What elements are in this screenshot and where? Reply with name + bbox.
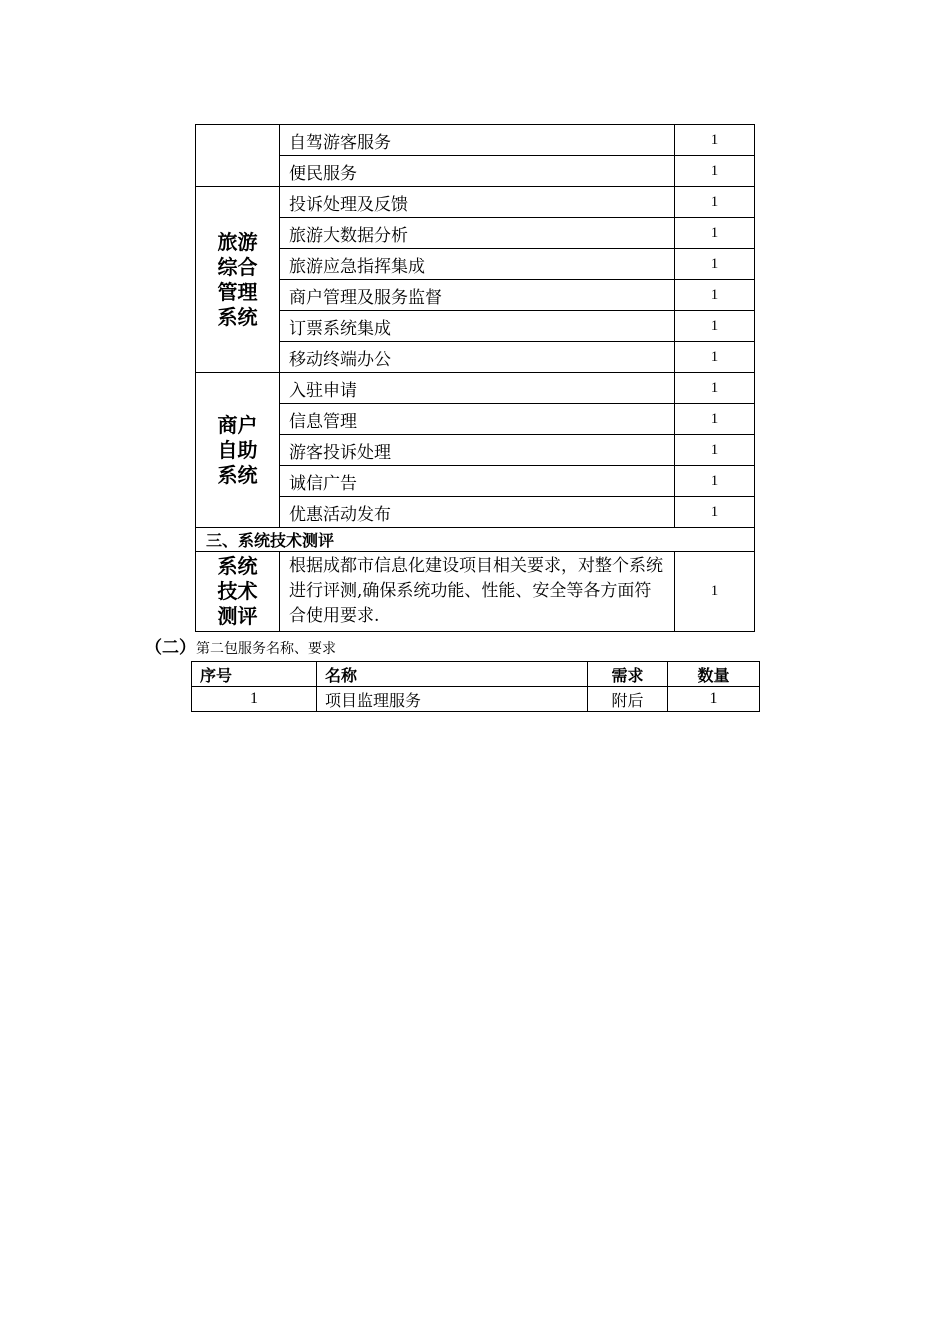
item-name: 游客投诉处理: [280, 435, 675, 466]
item-qty: 1: [675, 373, 755, 404]
table-row: [196, 249, 755, 280]
table-row: [196, 187, 755, 218]
column-header-requirement: 需求: [588, 662, 668, 687]
item-name: 入驻申请: [280, 373, 675, 404]
group-label-system-evaluation: 系统 技术 测评: [196, 552, 280, 632]
table-row: [192, 687, 760, 712]
item-qty: 1: [675, 249, 755, 280]
table-row: [196, 497, 755, 528]
item-qty: 1: [675, 125, 755, 156]
table-header-row: [192, 662, 760, 687]
item-qty: 1: [675, 497, 755, 528]
item-qty: 1: [675, 311, 755, 342]
item-name: 诚信广告: [280, 466, 675, 497]
heading-number: （二）: [145, 638, 196, 658]
item-name: 优惠活动发布: [280, 497, 675, 528]
evaluation-description: 根据成都市信息化建设项目相关要求，对整个系统进行评测,确保系统功能、性能、安全等各方面符合使用要求.: [280, 552, 675, 632]
table-row: [196, 373, 755, 404]
item-name: 信息管理: [280, 404, 675, 435]
item-name: 订票系统集成: [280, 311, 675, 342]
item-name: 旅游大数据分析: [280, 218, 675, 249]
group-label-merchant-self-service: 商户 自助 系统: [196, 373, 280, 528]
item-qty: 1: [675, 218, 755, 249]
table-row: [196, 280, 755, 311]
item-qty: 1: [675, 342, 755, 373]
section-title: 三、系统技术测评: [196, 528, 755, 552]
item-name: 投诉处理及反馈: [280, 187, 675, 218]
cell-quantity: 1: [668, 687, 760, 712]
table-row: [196, 311, 755, 342]
column-header-index: 序号: [192, 662, 317, 687]
table-row: [196, 342, 755, 373]
package-two-table: [191, 661, 760, 712]
heading-text: 第二包服务名称、要求: [196, 641, 336, 657]
cell-index: 1: [192, 687, 317, 712]
cell-requirement: 附后: [588, 687, 668, 712]
item-qty: 1: [675, 404, 755, 435]
column-header-quantity: 数量: [668, 662, 760, 687]
item-qty: 1: [675, 280, 755, 311]
service-items-table: [195, 124, 755, 632]
item-name: 旅游应急指挥集成: [280, 249, 675, 280]
group-label-tourism-management: 旅游 综合 管理 系统: [196, 187, 280, 373]
group-cell-continued: [196, 125, 280, 187]
table-row: [196, 218, 755, 249]
table-row: [196, 528, 755, 552]
item-qty: 1: [675, 187, 755, 218]
item-name: 便民服务: [280, 156, 675, 187]
item-qty: 1: [675, 156, 755, 187]
item-qty: 1: [675, 466, 755, 497]
item-name: 自驾游客服务: [280, 125, 675, 156]
column-header-name: 名称: [317, 662, 588, 687]
table-row: [196, 404, 755, 435]
item-qty: 1: [675, 552, 755, 632]
table-row: [196, 125, 755, 156]
item-name: 商户管理及服务监督: [280, 280, 675, 311]
table-row: [196, 552, 755, 632]
package-two-heading: [145, 637, 336, 660]
table-row: [196, 466, 755, 497]
cell-name: 项目监理服务: [317, 687, 588, 712]
table-row: [196, 156, 755, 187]
item-qty: 1: [675, 435, 755, 466]
table-row: [196, 435, 755, 466]
item-name: 移动终端办公: [280, 342, 675, 373]
